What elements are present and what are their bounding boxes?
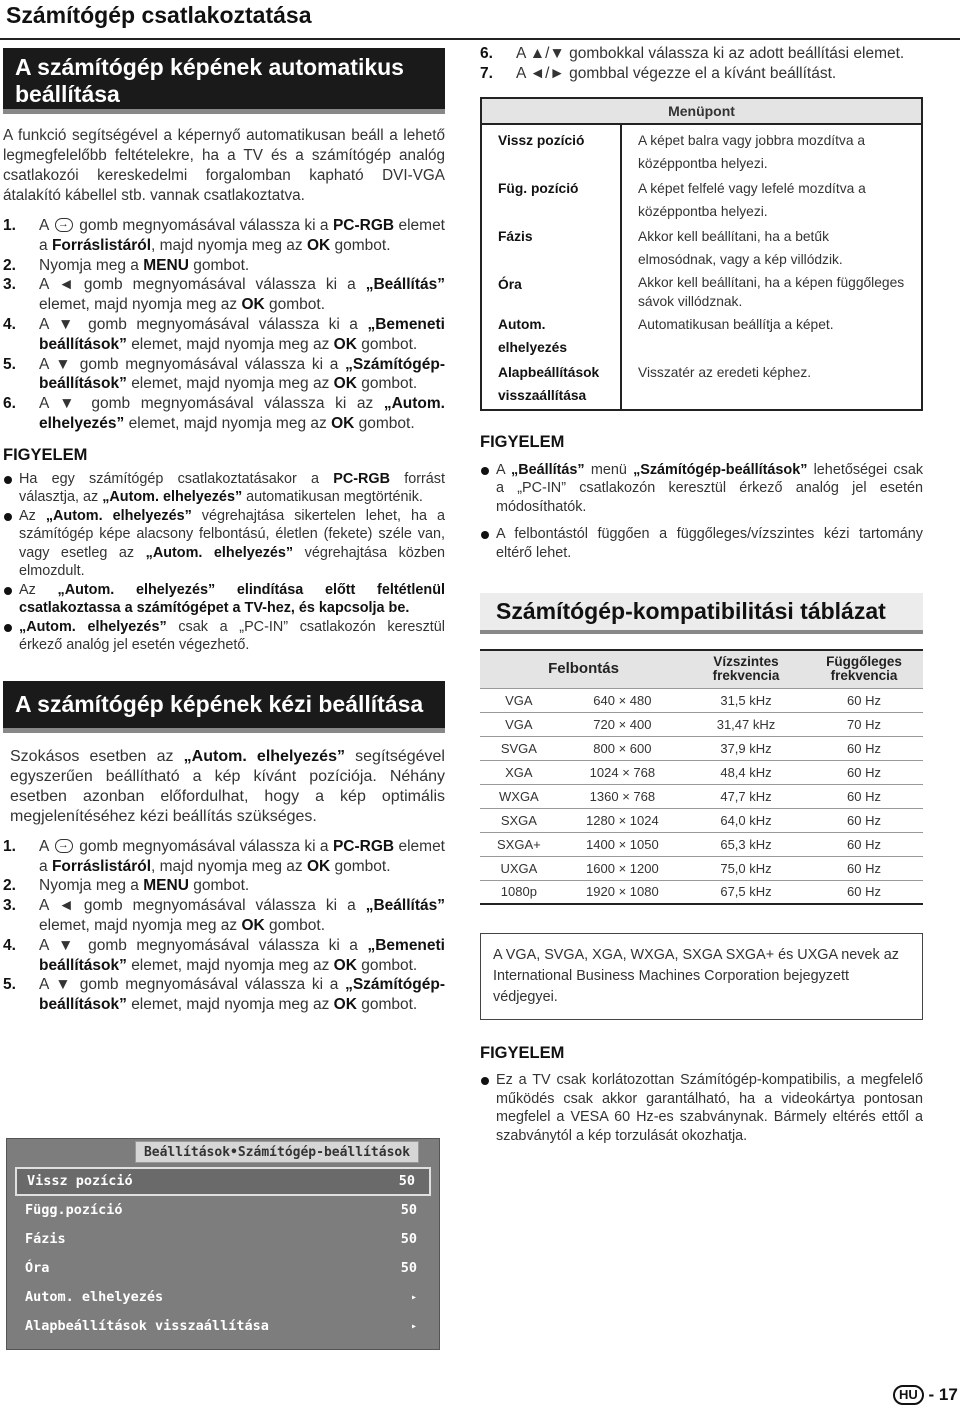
table-row: WXGA 1360 × 768 47,7 kHz 60 Hz [480,784,923,808]
section-title-manual: A számítógép képének kézi beállítása [3,681,445,733]
osd-item-reset[interactable]: Alapbeállítások visszaállítása ▸ [15,1312,431,1341]
table-row: SXGA+ 1400 × 1050 65,3 kHz 60 Hz [480,832,923,856]
osd-title: Beállítások•Számítógép-beállítások [135,1141,419,1163]
table-row: SXGA 1280 × 1024 64,0 kHz 60 Hz [480,808,923,832]
section-title-auto: A számítógép képének automatikus beállítása [3,48,445,114]
table-row: Füg. pozíció A képet felfelé vagy lefelé mozdítva a középpontba helyezi. [481,175,922,223]
auto-steps [3,216,445,434]
page-number: HU - 17 [893,1385,958,1405]
right-column [480,44,923,1145]
step-item: 4. A ▼ gomb megnyomásával válassza ki a „Bemeneti beállítások” elemet, majd nyomja meg az OK gombot. [3,936,445,974]
note-item: A felbontástól függően a függőleges/vízszintes kézi tartomány eltérő lehet. [480,525,923,562]
step-item: 5. A ▼ gomb megnyomásával válassza ki a „Számítógép-beállítások” elemet, majd nyomja meg az OK gombot. [3,355,445,393]
manual-steps [3,837,445,1015]
note-title: FIGYELEM [480,432,565,451]
step-item: 1. A → gomb megnyomásával válassza ki a PC-RGB elemet a Forráslistáról, majd nyomja meg az OK gombot. [3,837,445,877]
input-source-icon [55,839,73,853]
page-header [0,0,960,40]
settings-notes [480,461,923,563]
left-column [3,48,445,1015]
osd-menu [6,1138,440,1350]
osd-item-h-position[interactable]: Vissz pozíció 50 [15,1167,431,1196]
manual-intro: Szokásos esetben az „Autom. elhelyezés” segítségével egyszerűen beállítható a kép kívánt pozíciója. Néhány esetben azonban előfordulhat, hogy a kép optimális megjelenítéséhez kézi beállítás szükséges. [10,747,445,825]
step-item: 4. A ▼ gomb megnyomásával válassza ki a „Bemeneti beállítások” elemet, majd nyomja meg az OK gombot. [3,315,445,353]
auto-intro: A funkció segítségével a képernyő automatikusan beáll a lehető legmegfelelőbb feltételekre, ha a TV és a számítógép analóg csatlakozói kereskedelmi forgalomban kapható DVI-VGA átalakító kábellel stb. vannak csatlakoztatva. [3,127,445,204]
osd-rows [15,1167,431,1341]
compat-table [480,649,923,905]
note-item: Az „Autom. elhelyezés” elindítása előtt feltétlenül csatlakoztassa a számítógépet a TV-hez, és kapcsolja be. [3,581,445,618]
note-item: Ha egy számítógép csatlakoztatásakor a PC-RGB forrást választja, az „Autom. elhelyezés” automatikusan megtörténik. [3,470,445,507]
step-item: 1. A → gomb megnyomásával válassza ki a PC-RGB elemet a Forráslistáról, majd nyomja meg az OK gombot. [3,216,445,256]
compat-header-hfreq: Vízszintes frekvencia [687,650,805,688]
table-row: 1080p 1920 × 1080 67,5 kHz 60 Hz [480,880,923,904]
compat-notes [480,1071,923,1145]
menu-item-table [480,97,923,411]
note-title: FIGYELEM [3,445,88,464]
table-row: UXGA 1600 × 1200 75,0 kHz 60 Hz [480,856,923,880]
step-item: 6. A ▲/▼ gombokkal válassza ki az adott beállítási elemet. [480,45,905,62]
step-item: 5. A ▼ gomb megnyomásával válassza ki a „Számítógép-beállítások” elemet, majd nyomja meg az OK gombot. [3,976,445,1014]
menu-table-header: Menüpont [481,98,922,124]
table-row: Alapbeállítások visszaállítása Visszatér az eredeti képhez. [481,359,922,410]
input-source-icon [55,218,73,232]
step-item: 3. A ◄ gomb megnyomásával válassza ki a „Beállítás” elemet, majd nyomja meg az OK gombot. [3,276,445,314]
step-item: 3. A ◄ gomb megnyomásával válassza ki a „Beállítás” elemet, majd nyomja meg az OK gombot. [3,897,445,934]
table-row: Fázis Akkor kell beállítani, ha a betűk elmosódnak, vagy a kép villódzik. [481,223,922,271]
manual-steps-cont [480,44,923,84]
chevron-right-icon: ▸ [410,1292,417,1303]
note-item: Ez a TV csak korlátozottan Számítógép-kompatibilis, a megfelelő működés csak akkor garantálható, ha a videokártya pontosan megfelel a VESA 60 Hz-es szabványnak. Bármely eltérés ettől a szabványtól a kép torzulását okozhatja. [480,1071,923,1145]
step-item: 6. A ▼ gomb megnyomásával válassza ki az „Autom. elhelyezés” elemet, majd nyomja meg az OK gombot. [3,395,445,432]
note-item: „Autom. elhelyezés” csak a „PC-IN” csatlakozón keresztül érkező analóg jel esetén végezhető. [3,618,445,655]
compat-header-vfreq: Függőleges frekvencia [805,650,923,688]
step-item: 7. A ◄/► gombbal végezze el a kívánt beállítást. [480,64,837,82]
osd-item-v-position[interactable]: Függ.pozíció 50 [25,1202,417,1218]
note-item: Az „Autom. elhelyezés” végrehajtása sikertelen lehet, ha a számítógép képe alacsony felbontású, életlen (fekete) széle van, vagy esetleg az „Autom. elhelyezés” végrehajtása közben elmozdult. [3,507,445,581]
table-row: Vissz pozíció A képet balra vagy jobbra mozdítva a középpontba helyezi. [481,124,922,175]
note-item: A „Beállítás” menü „Számítógép-beállítások” lehetőségei csak a „PC-IN” csatlakozón keresztül érkező analóg jel esetén módosíthatók. [480,461,923,517]
table-row: Óra Akkor kell beállítani, ha a képen függőleges sávok villódznak. [481,271,922,311]
note-title: FIGYELEM [480,1044,565,1063]
auto-notes [3,470,445,655]
osd-item-clock[interactable]: Óra 50 [25,1260,417,1276]
trademark-notice: A VGA, SVGA, XGA, WXGA, SXGA SXGA+ és UXGA nevek az International Business Machines Corporation bejegyzett védjegyei. [480,933,923,1020]
page-title: Számítógép csatlakoztatása [6,2,312,28]
language-badge: HU [893,1385,924,1405]
table-row: VGA 720 × 400 31,47 kHz 70 Hz [480,712,923,736]
osd-item-phase[interactable]: Fázis 50 [25,1231,417,1247]
table-row: XGA 1024 × 768 48,4 kHz 60 Hz [480,760,923,784]
table-row: VGA 640 × 480 31,5 kHz 60 Hz [480,688,923,712]
step-item: 2. Nyomja meg a MENU gombot. [3,877,250,895]
compat-header-resolution: Felbontás [480,650,687,688]
table-row: Autom. elhelyezés Automatikusan beállítja a képet. [481,311,922,359]
compat-title: Számítógép-kompatibilitási táblázat [480,593,923,634]
table-row: SVGA 800 × 600 37,9 kHz 60 Hz [480,736,923,760]
chevron-right-icon: ▸ [410,1321,417,1332]
step-item: 2. Nyomja meg a MENU gombot. [3,256,250,274]
osd-item-auto-sync[interactable]: Autom. elhelyezés ▸ [15,1283,431,1312]
